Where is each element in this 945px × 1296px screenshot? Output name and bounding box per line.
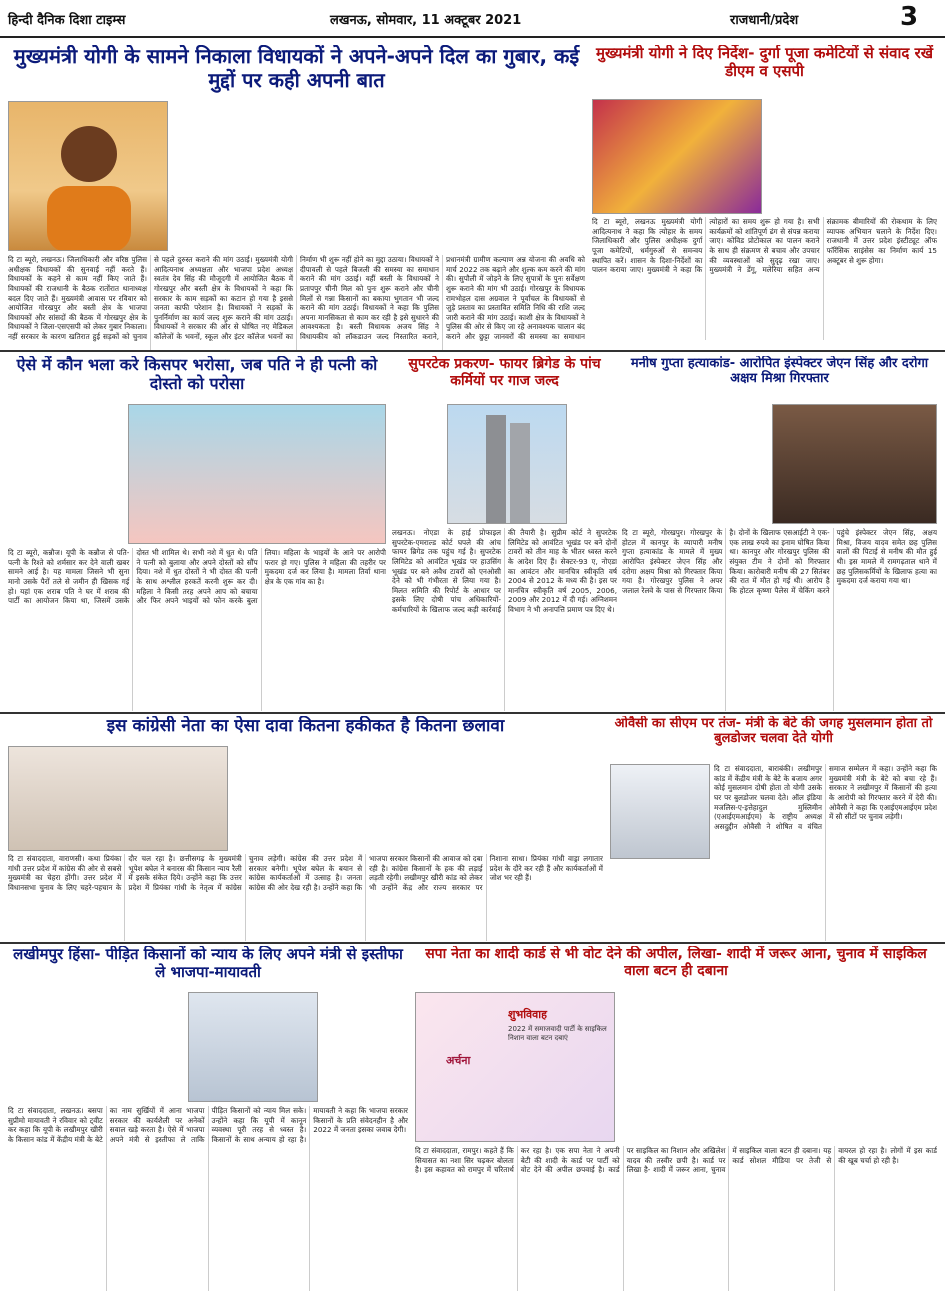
story-congress <box>8 716 603 941</box>
story-kannauj <box>8 356 386 711</box>
person-photo-icon <box>9 102 168 251</box>
story-owaisi <box>610 716 937 941</box>
story-headline: इस कांग्रेसी नेता का ऐसा दावा कितना हकीकत है कितना छलावा <box>106 716 505 736</box>
story-manish-gupta <box>622 356 937 711</box>
story-yogi-mla <box>8 45 585 350</box>
story-body: दि टा संवाददाता, रामपुर। कहते हैं कि सियासत का नशा सिर चढ़कर बोलता है। इस कहावत को रामपुर में चरितार्थ कर रहा है। एक सपा नेता ने अपनी बेटी की शादी के कार्ड पर पार्टी को वोट देने की अपील छपवाई है। कार्ड पर साइकिल का निशान और अखिलेश यादव की तस्वीर छपी है। कार्ड पर लिखा है- शादी में जरूर आना, चुनाव में साइकिल वाला बटन ही दबाना। यह कार्ड सोशल मीडिया पर तेजी से वायरल हो रहा है। लोगों में इस कार्ड की खूब चर्चा हो रही है। <box>415 1146 937 1175</box>
story-headline: ओवैसी का सीएम पर तंज- मंत्री के बेटे की जगह मुसलमान होता तो बुलडोजर चलवा देते योगी <box>614 716 933 747</box>
divider <box>0 712 945 714</box>
page-number: 3 <box>900 2 919 32</box>
supertech-tower-photo <box>447 404 567 524</box>
story-body: दि टा संवाददाता, वाराणसी। कथा प्रियंका गांधी उत्तर प्रदेश में कांग्रेस की ओर से सबसे मुख्यमंत्री का चेहरा होंगी। उत्तर प्रदेश में विधानसभा चुनाव के लिए चहरे-पहचान के दौर चल रहा है। छत्तीसगढ़ के मुख्यमंत्री भूपेश बघेल ने बनारस की किसान न्याय रैली में इसके संकेत दिये। उन्होंने कहा कि उत्तर प्रदेश में प्रियंका गांधी के नेतृत्व में कांग्रेस चुनाव लड़ेगी। कांग्रेस की उत्तर प्रदेश में सरकार बनेगी। भूपेश बघेल के बयान से कांग्रेस कार्यकर्ताओं में उत्साह है। जनता कांग्रेस की ओर देख रही है। उन्होंने कहा कि भाजपा सरकार किसानों की आवाज को दबा रही है। कांग्रेस किसानों के हक की लड़ाई लड़ती रहेगी। लखीमपुर खीरी कांड को लेकर भी उन्होंने केंद्र और राज्य सरकार पर निशाना साधा। प्रियंका गांधी वाड्रा लगातार प्रदेश के दौरे कर रही हैं और कार्यकर्ताओं में जोश भर रही हैं। <box>8 854 603 892</box>
story-body: दि टा ब्यूरो, कन्नौज। यूपी के कन्नौज से पति-पत्नी के रिश्ते को शर्मसार कर देने वाली खबर सामने आई है। यह मामला जिसने भी सुना मानो उसके पैरों तले से जमीन ही खिसक गई हो। यहां एक शराब पति ने घर में शराब की पार्टी का आयोजन किया था, जिसमें उसके दोस्त भी शामिल थे। सभी नशे में धुत थे। पति ने पत्नी को बुलाया और अपने दोस्तों को सौंप दिया। नशे में धुत दोस्तों ने भी दोस्त की पत्नी के साथ अश्लील हरकतें करनी शुरू कर दी। महिला ने किसी तरह अपने आप को बचाया और फिर अपने भाइयों को फोन करके बुला लिया। महिला के भाइयों के आने पर आरोपी फरार हो गए। पुलिस ने महिला की तहरीर पर मुकदमा दर्ज कर लिया है। मामला तिर्वा थाना क्षेत्र के एक गांव का है। <box>8 548 386 606</box>
story-body: दि टा ब्यूरो, लखनऊ। जिलाधिकारी और वरिष्ठ पुलिस अधीक्षक विधायकों की सुनवाई नहीं करते हैं। विधायकों के कहने से काम नहीं किए जाते हैं। विधायकों की राजधानी के बैठक रातोंरात थानाध्यक्ष बदल दिए जाते हैं। मुख्यमंत्री आवास पर रविवार को आयोजित गोरखपुर और बस्ती क्षेत्र के भाजपा विधायकों और सांसदों की बैठक में गोरखपुर क्षेत्र के विधायकों ने जिला-एसएसपी को लेकर गुबार निकाला। नहीं सरकार के कारण खतिरात हुई सड़कों को चुनाव से पहले दुरुस्त कराने की मांग उठाई। मुख्यमंत्री योगी आदित्यनाथ अध्यक्षता और भाजपा प्रदेश अध्यक्ष स्वतंत्र देव सिंह की मौजूदगी में आयोजित बैठक में गोरखपुर और बस्ती क्षेत्र के विधायकों ने कहा कि सरकार के काम सड़कों का कटान हो गया है इससे जनता काफी परेशान है। विधायकों ने सड़कों के पुनर्निर्माण का कार्य जल्द शुरू कराने की मांग उठाई। विधायकों ने सरकार की ओर से घोषित नए मेडिकल कॉलेजों के भवनों, स्कूल और इंटर कॉलेज भवनों का निर्माण भी शुरू नहीं होने का मुद्दा उठाया। विधायकों ने दीपावली से पहले बिजली की समस्या का समाधान कराने की मांग उठाई। वहीं बस्ती के विधायकों ने प्रतापपुर चीनी मिल को पुनः शुरू कराने और चीनी मिलों से गन्ना किसानों का बकाया भुगतान भी जल्द कराने की मांग उठाई। विधायकों ने कहा कि पुलिस अपना मानसिकता से काम कर रही है इसे सुधारने की आवश्यकता है। बस्ती विधायक अजय सिंह ने विधायकीय को लॉकडाउन जल्द निस्तारित कराने, प्रधानमंत्री ग्रामीण कल्याण अन्न योजना की अवधि को मार्च 2022 तक बढ़ाने और शुल्क कम करने की मांग की। सुपौली में जोड़ने के लिए सुपात्रों के पुनः सर्वेक्षण शुरू कराने की मांग भी उठाई। गोरखपुर के विधायक रामभोहल दास अग्रवाल ने पूर्वांचल के विधायकों से जुड़े प्रस्ताव का प्रस्तावित समिति निधि की राशि जल्द जारी कराने की मांग उठाई। काशी क्षेत्र के विधायकों ने पुलिस की ओर से किए जा रहे अनावश्यक चालान बंद कराने और छुट्टा जानवरों की समस्या का समाधान <box>8 255 585 342</box>
card-subtitle: 2022 में समाजवादी पार्टी के साइकिल निशान वाला बटन दबाएं <box>508 1025 607 1043</box>
mayawati-photo <box>188 992 318 1102</box>
building-icon <box>448 405 567 524</box>
story-mayawati <box>8 946 408 1291</box>
card-names: अर्चना <box>446 1054 471 1067</box>
handcuff-photo <box>772 404 937 524</box>
story-body: दि टा संवाददाता, लखनऊ। बसपा सुप्रीमो मायावती ने रविवार को ट्वीट कर कहा कि यूपी के लखीमपुर खीरी के किसान कांड में केंद्रीय मंत्री के बेटे का नाम सुर्खियों में आना भाजपा सरकार की कार्यशैली पर अनेकों सवाल खड़े करता है। ऐसे में भाजपा अपने मंत्री से इस्तीफा ले ताकि पीड़ित किसानों को न्याय मिल सके। उन्होंने कहा कि यूपी में कानून व्यवस्था पूरी तरह से ध्वस्त है। किसानों के साथ अन्याय हो रहा है। मायावती ने कहा कि भाजपा सरकार किसानों के प्रति संवेदनहीन है और 2022 में जनता इसका जवाब देगी। <box>8 1106 408 1144</box>
story-headline: सपा नेता का शादी कार्ड से भी वोट देने की अपील, लिखा- शादी में जरूर आना, चुनाव में साइकिल वाला बटन ही दबाना <box>425 946 927 979</box>
story-headline: ऐसे में कौन भला करे किसपर भरोसा, जब पति ने ही पत्नी को दोस्तो को परोसा <box>16 356 378 393</box>
durga-idol-photo <box>592 99 762 214</box>
story-body: दि टा ब्यूरो, लखनऊ मुख्यमंत्री योगी आदित्यनाथ ने कहा कि त्योहार के समय जिलाधिकारी और पुलिस अधीक्षक दुर्गा पूजा कमेटियों, धर्मगुरुओं से समन्वय स्थापित करें। शासन के दिशा-निर्देशों का पालन कराया जाए। मुख्यमंत्री ने कहा कि त्योहारों का समय शुरू हो गया है। सभी कार्यक्रमों को शांतिपूर्ण ढंग से संपन्न कराया जाए। कोविड प्रोटोकाल का पालन कराने के साथ ही संक्रमण से बचाव और उपचार की व्यवस्थाओं को सुदृढ़ रखा जाए। मुख्यमंत्री ने डेंगू, मलेरिया सहित अन्य संक्रामक बीमारियों की रोकथाम के लिए व्यापक अभियान चलाने के निर्देश दिए। राजधानी में उत्तर प्रदेश इंस्टीट्यूट ऑफ फॉरेंसिक साइंसेस का निर्माण कार्य 15 अक्टूबर से शुरू होगा। <box>592 217 937 275</box>
yogi-photo <box>8 101 168 251</box>
story-body: दि टा संवाददाता, बाराबंकी। लखीमपुर कांड में केंद्रीय मंत्री के बेटे के बजाय अगर कोई मुसलमान दोषी होता तो योगी उसके घर पर बुलडोजर चलवा देते। ऑल इंडिया मजलिस-ए-इत्तेहादुल मुस्लिमीन (एआईएमआईएम) के राष्ट्रीय अध्यक्ष असदुद्दीन ओवैसी ने शोषित व वंचित समाज सम्मेलन में कहा। उन्होंने कहा कि मुख्यमंत्री मंत्री के बेटे को बचा रहे हैं। सरकार ने लखीमपुर में किसानों की हत्या के आरोपी को गिरफ्तार करने में देरी की। ओवैसी ने कहा कि एआईएमआईएम प्रदेश में सौ सीटों पर चुनाव लड़ेगी। <box>714 764 937 831</box>
card-title: शुभविवाह <box>508 1008 547 1021</box>
divider <box>0 942 945 944</box>
divider <box>0 350 945 352</box>
owaisi-photo <box>610 764 710 859</box>
story-headline: सुपरटेक प्रकरण- फायर ब्रिगेड के पांच कर्मियों पर गाज जल्द <box>408 356 601 389</box>
story-headline: मुख्यमंत्री योगी के सामने निकाला विधायकों ने अपने-अपने दिल का गुबार, कई मुद्दों पर कही अपनी बात <box>13 45 580 92</box>
story-body: लखनऊ। नोएडा के हाई प्रोफाइल सुपरटेक-एमराल्ड कोर्ट घपले की आंच फायर ब्रिगेड तक पहुंच गई है। सुपरटेक लिमिटेड को आवंटित भूखंड पर हाउसिंग भूखंड पर बने अवैध टावरों को एनओसी देने को भी गंभीरता से लिया गया है। मिलत समिति की रिपोर्ट के आधार पर इसके लिए दोषी पांच अधिकारियों-कर्मचारियों के खिलाफ जल्द कड़ी कार्रवाई की तैयारी है। सुप्रीम कोर्ट ने सुपरटेक लिमिटेड को आवंटित भूखंड पर बने दोनों टावरों को तीन माह के भीतर ध्वस्त करने के आदेश दिए हैं। सेक्टर-93 ए, नोएडा का आवंटन और मानचित्र स्वीकृति वर्ष 2004 से 2012 के मध्य की है। इस पर मानचित्र स्वीकृति वर्ष 2005, 2006, 2009 और 2012 में दी गई। अग्निशमन विभाग ने भी अनापत्ति प्रमाण पत्र दिए थे। <box>392 528 617 615</box>
place-date: लखनऊ, सोमवार, 11 अक्टूबर 2021 <box>330 13 522 28</box>
priyanka-baghel-photo <box>8 746 228 851</box>
story-durga-puja <box>592 45 937 340</box>
story-headline: मुख्यमंत्री योगी ने दिए निर्देश- दुर्गा पूजा कमेटियों से संवाद रखें डीएम व एसपी <box>595 45 933 80</box>
story-sp-wedding-card <box>415 946 937 1291</box>
story-supertech <box>392 356 617 711</box>
section-name: राजधानी/प्रदेश <box>730 13 799 28</box>
illustration-photo <box>128 404 386 544</box>
masthead <box>0 0 945 38</box>
newspaper-name: हिन्दी दैनिक दिशा टाइम्स <box>8 13 126 28</box>
story-headline: मनीष गुप्ता हत्याकांड- आरोपित इंस्पेक्टर जेएन सिंह और दरोगा अक्षय मिश्रा गिरफ्तार <box>630 356 929 387</box>
story-headline: लखीमपुर हिंसा- पीड़ित किसानों को न्याय के लिए अपने मंत्री से इस्तीफा ले भाजपा-मायावती <box>13 946 403 981</box>
story-body: दि टा ब्यूरो, गोरखपुर। गोरखपुर के होटल में कानपुर के व्यापारी मनीष गुप्ता हत्याकांड के मामले में मुख्य आरोपित इंस्पेक्टर जेएन सिंह और दरोगा अक्षय मिश्रा को गिरफ्तार किया गया है। गोरखपुर पुलिस ने अपर जलाल रेलवे के पास से गिरफ्तार किया है। दोनों के खिलाफ एसआईटी ने एक-एक लाख रुपये का इनाम घोषित किया था। कानपुर और गोरखपुर पुलिस की संयुक्त टीम ने दोनों को गिरफ्तार किया। कारोबारी मनीष की 27 सितंबर की रात में मौत हो गई थी। आरोप है कि होटल कृष्णा पैलेस में चेकिंग करने पहुंचे इंस्पेक्टर जेएन सिंह, अक्षय मिश्रा, विजय यादव समेत छह पुलिस वालों की पिटाई से मनीष की मौत हुई थी। इस मामले में रामगढ़ताल थाने में छह पुलिसकर्मियों के खिलाफ हत्या का मुकदमा दर्ज कराया गया था। <box>622 528 937 595</box>
wedding-card-photo <box>415 992 615 1142</box>
